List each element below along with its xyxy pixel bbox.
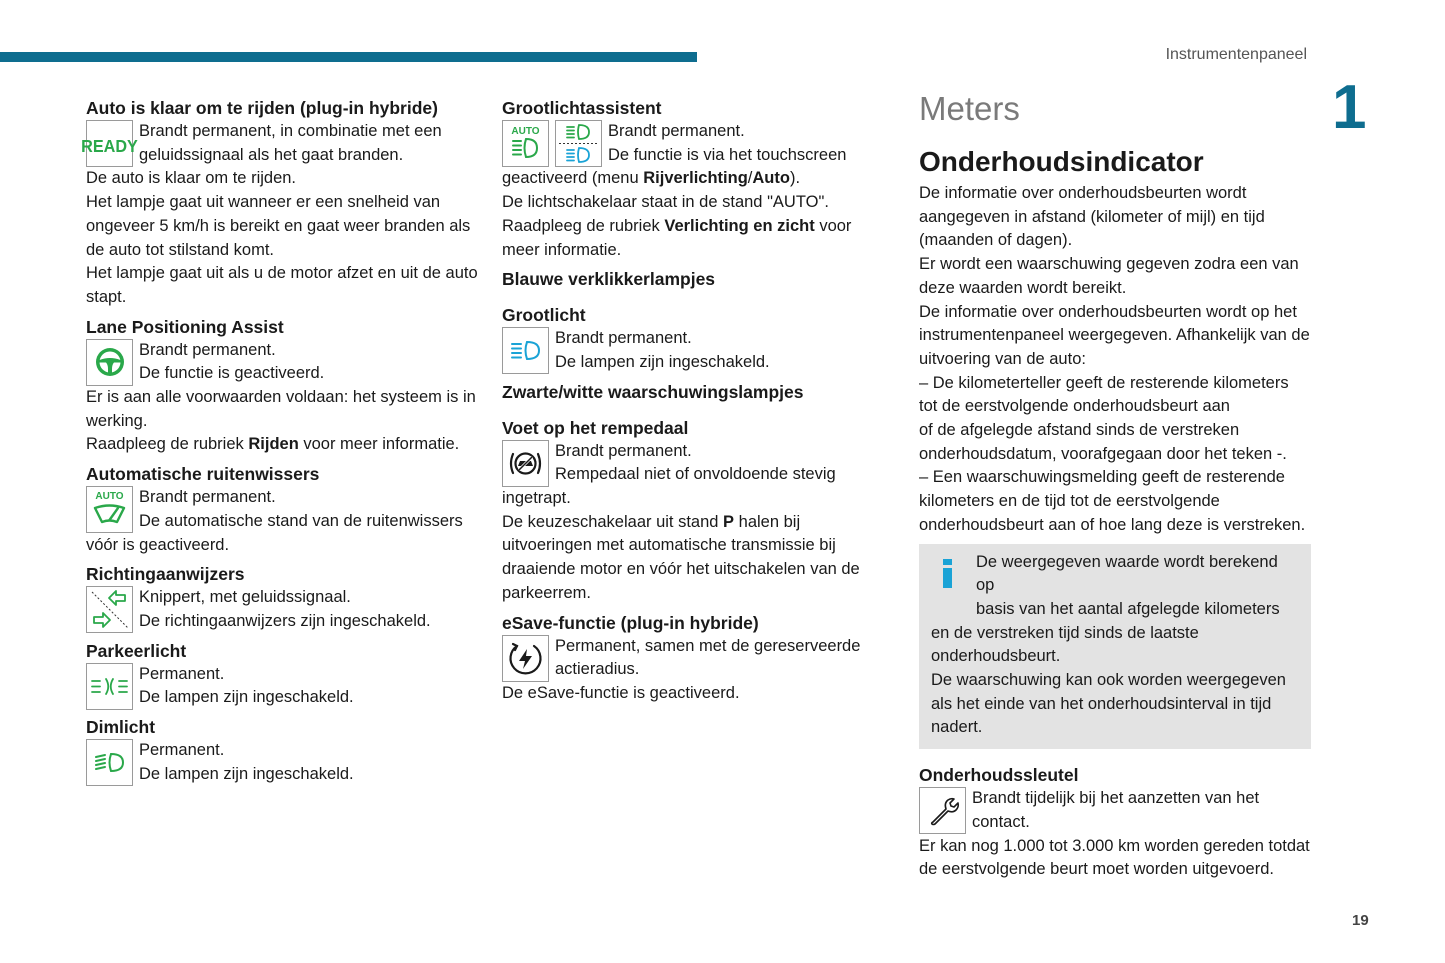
lane-heading: Lane Positioning Assist bbox=[86, 316, 284, 337]
auto-high-beam-icon bbox=[502, 120, 549, 167]
parking-light-icon bbox=[86, 663, 133, 710]
dipped-row bbox=[86, 739, 481, 786]
indicators-row bbox=[86, 586, 481, 633]
svg-text:AUTO: AUTO bbox=[95, 491, 124, 503]
key-text: Er kan nog 1.000 tot 3.000 km worden gereden totdat de eerstvolgende beurt moet worden uitgevoerd. bbox=[919, 836, 1310, 879]
wipers-row bbox=[86, 486, 481, 533]
wrench-icon bbox=[919, 787, 966, 834]
lane-row bbox=[86, 339, 481, 386]
wipers-heading: Automatische ruitenwissers bbox=[86, 464, 320, 485]
wipers-line3: vóór is geactiveerd. bbox=[86, 535, 230, 554]
svg-text:AUTO: AUTO bbox=[511, 126, 540, 137]
hba-text1: geactiveerd (menu Rijverlichting/Auto). bbox=[502, 169, 801, 188]
maintenance-para2: Er wordt een waarschuwing gegeven zodra een van deze waarden wordt bereikt. bbox=[919, 255, 1299, 297]
highbeam-heading: Grootlicht bbox=[502, 305, 586, 326]
hba-heading: Grootlichtassistent bbox=[502, 98, 662, 118]
maintenance-para6: – Een waarschuwingsmelding geeft de resterende kilometers en de tijd tot de eerstvolgende onderhoudsbeurt aan of hoe lang deze is verstreken. bbox=[919, 468, 1306, 534]
lane-text1: Er is aan alle voorwaarden voldaan: het systeem is in werking. bbox=[86, 388, 476, 430]
highbeam-line2: De lampen zijn ingeschakeld. bbox=[555, 352, 770, 371]
esave-line2: actieradius. bbox=[555, 660, 640, 679]
lane-line1: Brandt permanent. bbox=[139, 340, 276, 359]
indicators-line1: Knippert, met geluidssignaal. bbox=[139, 588, 351, 607]
note-text2: De waarschuwing kan ook worden weergegeven als het einde van het onderhoudsinterval in tijd nadert. bbox=[931, 671, 1286, 737]
key-line2: contact. bbox=[972, 812, 1030, 831]
maintenance-para1: De informatie over onderhoudsbeurten wordt aangegeven in afstand (kilometer of mijl) en tijd (maanden of dagen). bbox=[919, 184, 1265, 250]
column-1 bbox=[81, 96, 481, 786]
note-line1: De weergegeven waarde wordt berekend op bbox=[976, 552, 1278, 595]
indicators-line2: De richtingaanwijzers zijn ingeschakeld. bbox=[139, 611, 431, 630]
maintenance-title: Onderhoudsindicator bbox=[919, 146, 1204, 177]
header-accent-bar bbox=[0, 52, 697, 62]
brake-line2: Rempedaal niet of onvoldoende stevig bbox=[555, 465, 836, 484]
dipped-line1: Permanent. bbox=[139, 741, 225, 760]
hba-line2: De functie is via het touchscreen bbox=[608, 145, 847, 164]
parking-line2: De lampen zijn ingeschakeld. bbox=[139, 688, 354, 707]
indicators-heading: Richtingaanwijzers bbox=[86, 564, 245, 585]
column-2 bbox=[502, 96, 882, 706]
info-note bbox=[919, 544, 1311, 750]
high-beam-icon bbox=[502, 327, 549, 374]
page-number: 19 bbox=[1352, 912, 1369, 929]
meters-title: Meters bbox=[919, 90, 1020, 127]
ready-row bbox=[81, 120, 481, 167]
high-low-beam-icon bbox=[555, 120, 602, 167]
steering-wheel-icon bbox=[86, 339, 133, 386]
highbeam-line1: Brandt permanent. bbox=[555, 329, 692, 348]
column-3 bbox=[919, 86, 1311, 882]
dipped-beam-icon bbox=[86, 739, 133, 786]
ready-text3: Het lampje gaat uit als u de motor afzet en uit de auto stapt. bbox=[86, 264, 478, 306]
wipers-line2: De automatische stand van de ruitenwissers bbox=[139, 511, 463, 530]
parking-line1: Permanent. bbox=[139, 664, 225, 683]
parking-row bbox=[86, 663, 481, 710]
hba-text2: De lichtschakelaar staat in de stand "AUTO". bbox=[502, 193, 829, 212]
key-line1: Brandt tijdelijk bij het aanzetten van het bbox=[972, 789, 1260, 808]
esave-line1: Permanent, samen met de gereserveerde bbox=[555, 636, 861, 655]
highbeam-row bbox=[502, 327, 882, 374]
brake-heading: Voet op het rempedaal bbox=[502, 417, 689, 438]
turn-signal-icon bbox=[86, 586, 133, 633]
esave-heading: eSave-functie (plug-in hybride) bbox=[502, 612, 759, 633]
key-heading: Onderhoudssleutel bbox=[919, 765, 1079, 786]
bw-lamps-heading: Zwarte/witte waarschuwingslampjes bbox=[502, 381, 804, 402]
hba-row bbox=[502, 120, 882, 167]
info-icon bbox=[939, 558, 957, 588]
esave-row bbox=[502, 635, 882, 682]
brake-pedal-icon bbox=[502, 440, 549, 487]
auto-wiper-icon bbox=[86, 486, 133, 533]
hba-text3: Raadpleeg de rubriek Verlichting en zicht voor meer informatie. bbox=[502, 216, 852, 259]
ready-text2: Het lampje gaat uit wanneer er een snelheid van ongeveer 5 km/h is bereikt en gaat weer branden als de auto tot stilstand komt. bbox=[86, 193, 471, 259]
brake-row bbox=[502, 440, 882, 487]
section-title: Instrumentenpaneel bbox=[1165, 46, 1307, 63]
maintenance-para5: of de afgelegde afstand sinds de verstreken onderhoudsdatum, voorafgegaan door het teken -. bbox=[919, 421, 1287, 463]
blue-lamps-heading: Blauwe verklikkerlampjes bbox=[502, 269, 716, 290]
ready-line2: geluidssignaal als het gaat branden. bbox=[139, 145, 404, 164]
wipers-line1: Brandt permanent. bbox=[139, 488, 276, 507]
esave-text: De eSave-functie is geactiveerd. bbox=[502, 683, 740, 702]
brake-line1: Brandt permanent. bbox=[555, 441, 692, 460]
maintenance-para3: De informatie over onderhoudsbeurten wordt op het instrumentenpaneel weergegeven. Afhankelijk van de uitvoering van de auto: bbox=[919, 302, 1310, 368]
dipped-heading: Dimlicht bbox=[86, 717, 156, 738]
brake-text: De keuzeschakelaar uit stand P halen bij uitvoeringen met automatische transmissie bij draaiende motor en vóór het uitschakelen van de parkeerrem. bbox=[502, 512, 860, 602]
key-row bbox=[919, 787, 1311, 834]
brake-line3: ingetrapt. bbox=[502, 489, 571, 508]
ready-line1: Brandt permanent, in combinatie met een bbox=[139, 122, 442, 140]
svg-text:READY: READY bbox=[81, 136, 138, 157]
dipped-line2: De lampen zijn ingeschakeld. bbox=[139, 764, 354, 783]
ready-text1: De auto is klaar om te rijden. bbox=[86, 169, 297, 188]
chapter-number: 1 bbox=[1332, 73, 1367, 142]
ready-heading: Auto is klaar om te rijden (plug-in hybride) bbox=[86, 98, 438, 118]
maintenance-para4: – De kilometerteller geeft de resterende kilometers tot de eerstvolgende onderhoudsbeurt aan bbox=[919, 373, 1289, 416]
esave-icon bbox=[502, 635, 549, 682]
parking-heading: Parkeerlicht bbox=[86, 640, 187, 661]
hba-line1: Brandt permanent. bbox=[608, 122, 745, 140]
note-rest: en de verstreken tijd sinds de laatste onderhoudsbeurt. bbox=[931, 623, 1199, 666]
ready-icon bbox=[81, 120, 138, 167]
lane-line2: De functie is geactiveerd. bbox=[139, 364, 325, 383]
note-line2: basis van het aantal afgelegde kilometers bbox=[976, 599, 1280, 618]
lane-text2: Raadpleeg de rubriek Rijden voor meer informatie. bbox=[86, 435, 460, 454]
